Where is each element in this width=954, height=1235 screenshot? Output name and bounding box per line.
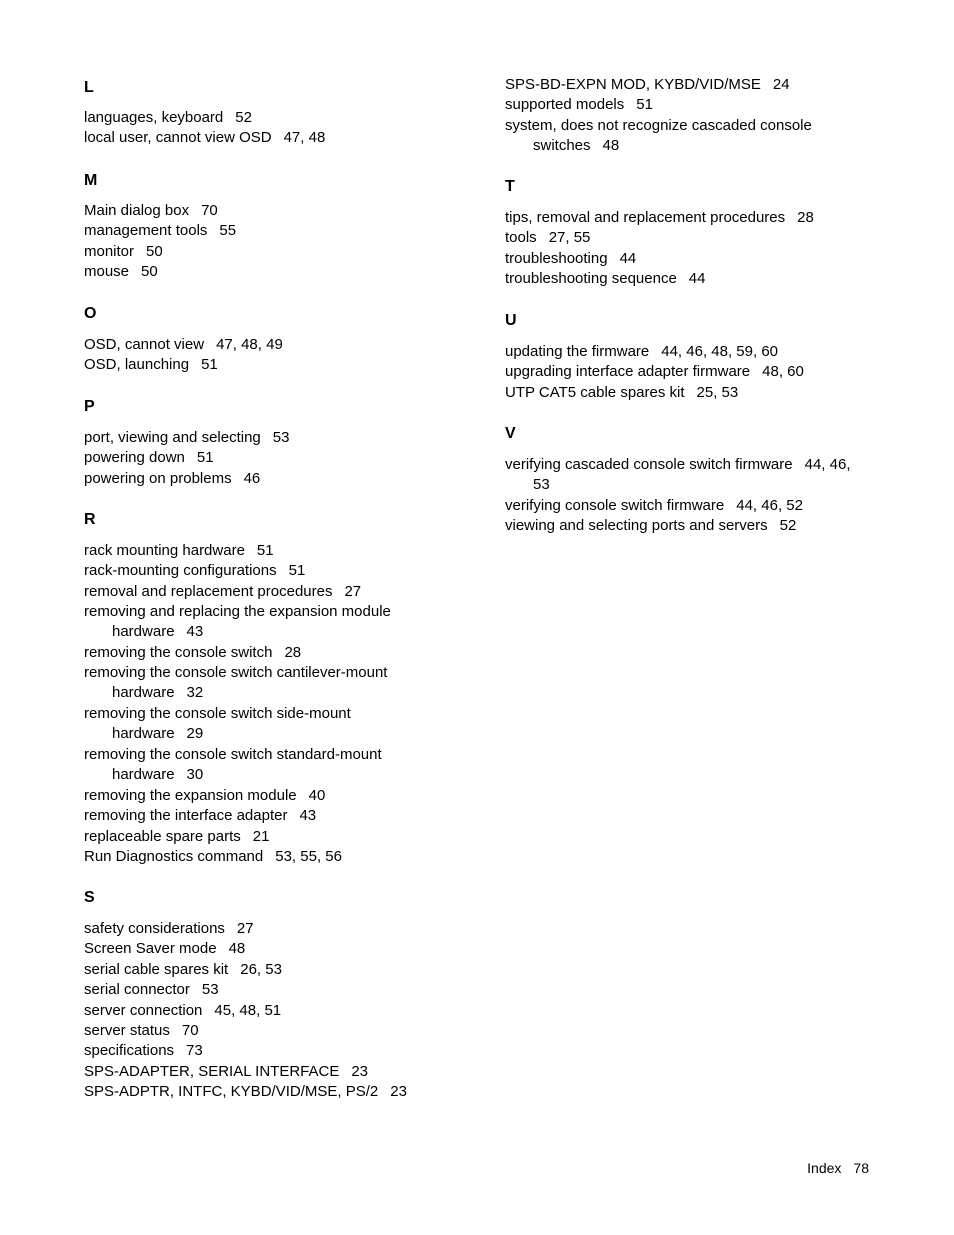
index-page-numbers: 53 bbox=[272, 429, 290, 446]
index-page-numbers: 30 bbox=[186, 766, 204, 783]
index-entry bbox=[84, 1082, 407, 1102]
index-term: troubleshooting bbox=[505, 249, 608, 267]
index-term-continuation: hardware bbox=[112, 623, 175, 641]
index-term: monitor bbox=[84, 242, 135, 260]
index-term: removing the console switch side-mount bbox=[84, 705, 351, 723]
index-letter-heading: U bbox=[505, 312, 517, 329]
index-term: verifying console switch firmware bbox=[505, 496, 725, 514]
index-page-numbers: 27 bbox=[236, 920, 254, 937]
index-term: Main dialog box bbox=[84, 202, 190, 219]
index-entry bbox=[84, 335, 283, 355]
index-page-numbers: 28 bbox=[284, 644, 302, 661]
index-entry bbox=[84, 643, 301, 663]
index-entry-continuation bbox=[84, 765, 382, 785]
index-term: specifications bbox=[84, 1042, 175, 1060]
index-entry-continuation bbox=[505, 136, 812, 156]
page-footer bbox=[807, 1158, 869, 1178]
index-term: troubleshooting sequence bbox=[505, 270, 677, 288]
index-letter-heading: R bbox=[84, 511, 96, 528]
index-term: powering down bbox=[84, 449, 185, 467]
index-page-numbers: 73 bbox=[186, 1042, 203, 1060]
index-term: management tools bbox=[84, 222, 208, 240]
index-term: serial connector bbox=[84, 981, 190, 999]
index-entry bbox=[84, 108, 252, 128]
index-page-numbers: 51 bbox=[201, 356, 218, 374]
index-entry bbox=[505, 342, 778, 362]
index-entry bbox=[84, 806, 316, 826]
index-term: verifying cascaded console switch firmware bbox=[505, 456, 793, 473]
index-letter-heading: S bbox=[84, 889, 95, 906]
index-term: rack mounting hardware bbox=[84, 542, 245, 559]
index-entry bbox=[505, 455, 851, 495]
index-entry bbox=[84, 960, 282, 980]
index-term: removing the console switch bbox=[84, 644, 273, 661]
index-entry bbox=[84, 448, 214, 468]
index-page-numbers: 47, 48, 49 bbox=[216, 336, 283, 353]
index-entry bbox=[84, 469, 260, 489]
index-term: system, does not recognize cascaded console bbox=[505, 116, 812, 134]
index-entry bbox=[84, 561, 305, 581]
index-term: local user, cannot view OSD bbox=[84, 129, 272, 147]
index-term: supported models bbox=[505, 96, 625, 114]
index-term-continuation: hardware bbox=[112, 684, 175, 702]
index-letter-heading: T bbox=[505, 178, 515, 195]
index-page-numbers: 46 bbox=[243, 469, 261, 487]
index-term: OSD, cannot view bbox=[84, 336, 205, 353]
index-entry bbox=[84, 541, 274, 561]
index-term: replaceable spare parts bbox=[84, 827, 241, 845]
index-entry bbox=[84, 242, 163, 262]
index-term-continuation: switches bbox=[533, 136, 591, 154]
index-entry bbox=[84, 582, 361, 602]
index-term: SPS-ADPTR, INTFC, KYBD/VID/MSE, PS/2 bbox=[84, 1083, 379, 1101]
index-term: server status bbox=[84, 1022, 170, 1039]
index-entry bbox=[84, 602, 391, 642]
index-page-numbers: 25, 53 bbox=[696, 383, 739, 401]
index-letter-heading: P bbox=[84, 398, 95, 415]
index-term: mouse bbox=[84, 263, 130, 281]
footer-page-number: 78 bbox=[853, 1160, 869, 1176]
index-term-continuation: hardware bbox=[112, 725, 175, 743]
index-term: port, viewing and selecting bbox=[84, 429, 261, 446]
index-page-numbers: 51 bbox=[636, 96, 653, 114]
index-page-numbers: 51 bbox=[288, 562, 306, 580]
index-entry bbox=[84, 786, 325, 806]
index-page-numbers: 32 bbox=[186, 684, 204, 702]
index-term: languages, keyboard bbox=[84, 109, 224, 126]
index-entry bbox=[84, 221, 236, 241]
index-letter-heading: L bbox=[84, 79, 94, 96]
index-page-numbers: 44, 46, 52 bbox=[736, 496, 803, 514]
index-entry bbox=[505, 383, 738, 403]
index-entry bbox=[84, 980, 219, 1000]
index-term: SPS-BD-EXPN MOD, KYBD/VID/MSE bbox=[505, 76, 761, 93]
index-page-numbers: 28 bbox=[797, 209, 814, 226]
index-page-numbers: 52 bbox=[235, 109, 252, 126]
index-entry bbox=[505, 269, 705, 289]
index-page-numbers: 43 bbox=[186, 623, 204, 641]
index-page-numbers: 45, 48, 51 bbox=[214, 1001, 282, 1019]
index-entry bbox=[505, 362, 804, 382]
index-entry-continuation bbox=[505, 475, 851, 495]
index-page-numbers: 24 bbox=[772, 76, 790, 93]
index-term: removing and replacing the expansion module bbox=[84, 603, 391, 621]
index-page-numbers: 51 bbox=[256, 542, 274, 559]
index-entry bbox=[505, 75, 790, 95]
index-entry bbox=[84, 428, 289, 448]
index-page-numbers: 70 bbox=[181, 1022, 199, 1039]
index-page-numbers: 40 bbox=[308, 786, 326, 804]
index-term: removing the expansion module bbox=[84, 786, 297, 804]
index-page-numbers-continuation: 53 bbox=[533, 476, 550, 493]
index-entry bbox=[505, 249, 636, 269]
index-entry bbox=[505, 116, 812, 156]
index-term: powering on problems bbox=[84, 469, 232, 487]
index-letter-heading: V bbox=[505, 425, 516, 442]
index-entry bbox=[84, 745, 382, 785]
index-term: Screen Saver mode bbox=[84, 940, 217, 958]
index-page-numbers: 50 bbox=[146, 242, 163, 260]
index-term: safety considerations bbox=[84, 920, 225, 937]
index-term: removing the interface adapter bbox=[84, 807, 288, 825]
index-page-numbers: 47, 48 bbox=[283, 129, 326, 147]
index-term: OSD, launching bbox=[84, 356, 190, 374]
index-term: SPS-ADAPTER, SERIAL INTERFACE bbox=[84, 1062, 340, 1080]
index-page-numbers: 55 bbox=[219, 222, 237, 240]
index-entry-continuation bbox=[84, 683, 387, 703]
index-entry bbox=[505, 95, 653, 115]
index-page-numbers: 48 bbox=[602, 136, 620, 154]
index-page-numbers: 48 bbox=[228, 940, 246, 958]
index-term: tools bbox=[505, 229, 537, 247]
index-page-numbers: 21 bbox=[252, 827, 270, 845]
index-page-numbers: 50 bbox=[141, 263, 158, 281]
index-page-numbers: 53 bbox=[201, 981, 219, 999]
index-entry-continuation bbox=[84, 724, 351, 744]
index-page-numbers: 44, 46, 48, 59, 60 bbox=[661, 343, 779, 360]
index-term: serial cable spares kit bbox=[84, 960, 229, 978]
index-page-numbers: 44 bbox=[688, 270, 706, 288]
index-page-numbers: 53, 55, 56 bbox=[275, 848, 342, 865]
index-entry-continuation bbox=[84, 622, 391, 642]
index-term: upgrading interface adapter firmware bbox=[505, 363, 751, 381]
index-entry bbox=[84, 939, 245, 959]
index-term: removal and replacement procedures bbox=[84, 582, 333, 600]
index-page-numbers: 27, 55 bbox=[548, 229, 591, 247]
index-term: removing the console switch cantilever-mount bbox=[84, 664, 388, 682]
index-term: updating the firmware bbox=[505, 343, 650, 360]
index-entry bbox=[84, 201, 218, 221]
index-entry bbox=[84, 1062, 368, 1082]
index-page-numbers: 44, 46, bbox=[804, 456, 851, 473]
index-term: removing the console switch standard-mount bbox=[84, 746, 382, 763]
index-term: viewing and selecting ports and servers bbox=[505, 517, 768, 535]
index-page-numbers: 51 bbox=[196, 449, 214, 467]
index-entry bbox=[505, 496, 803, 516]
index-page-numbers: 43 bbox=[299, 807, 317, 825]
index-entry bbox=[84, 1041, 203, 1061]
index-term: Run Diagnostics command bbox=[84, 848, 264, 865]
index-entry bbox=[505, 228, 590, 248]
index-term: tips, removal and replacement procedures bbox=[505, 209, 786, 226]
index-page-numbers: 27 bbox=[344, 582, 362, 600]
index-entry bbox=[84, 919, 254, 939]
index-entry bbox=[84, 704, 351, 744]
index-entry bbox=[84, 663, 387, 703]
index-entry bbox=[84, 827, 269, 847]
index-page-numbers: 70 bbox=[201, 202, 218, 219]
index-entry bbox=[84, 1021, 199, 1041]
index-page-numbers: 23 bbox=[351, 1062, 369, 1080]
index-entry bbox=[84, 128, 325, 148]
index-page-numbers: 29 bbox=[186, 725, 204, 743]
index-entry bbox=[505, 516, 796, 536]
index-letter-heading: O bbox=[84, 305, 97, 322]
index-page-numbers: 48, 60 bbox=[762, 363, 804, 381]
index-page-numbers: 23 bbox=[390, 1083, 407, 1101]
index-term: rack-mounting configurations bbox=[84, 562, 277, 580]
index-entry bbox=[84, 262, 158, 282]
index-page-numbers: 44 bbox=[619, 249, 637, 267]
index-page-numbers: 52 bbox=[779, 517, 797, 535]
index-term-continuation: hardware bbox=[112, 766, 175, 783]
index-term: server connection bbox=[84, 1001, 203, 1019]
index-entry bbox=[84, 1001, 281, 1021]
index-entry bbox=[84, 847, 342, 867]
footer-section: Index bbox=[807, 1160, 842, 1176]
index-term: UTP CAT5 cable spares kit bbox=[505, 383, 685, 401]
index-page-numbers: 26, 53 bbox=[240, 960, 282, 978]
index-entry bbox=[84, 355, 218, 375]
index-entry bbox=[505, 208, 814, 228]
index-letter-heading: M bbox=[84, 172, 98, 189]
